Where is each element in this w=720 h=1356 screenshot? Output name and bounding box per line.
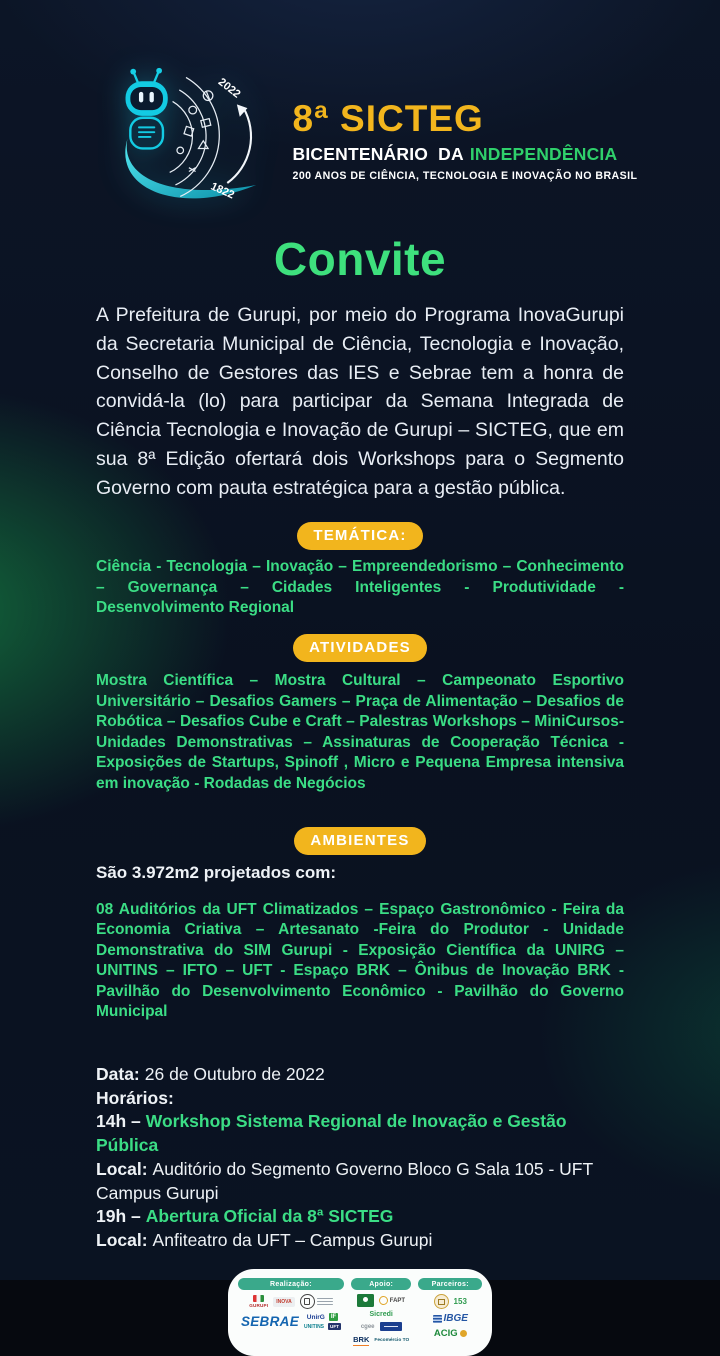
apoio-logos-row2: [351, 1311, 412, 1318]
conselho-ies-logo: [300, 1294, 333, 1309]
subtitle-white: BICENTENÁRIO DA: [292, 144, 464, 164]
gurupi-flag-icon: [253, 1295, 264, 1302]
realizacao-column: [238, 1278, 344, 1346]
unitins-logo: UNITINS: [304, 1323, 325, 1330]
event-title-block: [293, 100, 638, 182]
153-anos-logo: 153: [453, 1297, 467, 1307]
schedule-item2-line: [96, 1205, 624, 1229]
ambientes-list: 08 Auditórios da UFT Climatizados – Espaço Gastronômico - Feira da Economia Criativa – Artesanato -Feira do Produtor - Unidade Demonstrativa do SIM Gurupi - Exposição Científica da UNIRG – UNITINS – IFTO – UFT - Espaço BRK – Ônibus de Inovação BRK - Pavilhão do Desenvolvimento Econômico - Pavilhão do Governo Municipal: [96, 900, 624, 1021]
apoio-logos-row4: [351, 1335, 412, 1346]
event-subtitle: [293, 144, 638, 165]
schedule-hours-label-line: [96, 1087, 624, 1111]
fecomercio-to-logo: Fecomércio TO: [374, 1337, 410, 1343]
item1-local-value: Auditório do Segmento Governo Bloco G Sala 105 - UFT Campus Gurupi: [96, 1158, 593, 1203]
atividades-badge-row: [96, 634, 624, 662]
apoio-logos-row3: [351, 1322, 412, 1331]
brk-logo: BRK: [353, 1335, 370, 1345]
schedule-item2-local-line: [96, 1229, 624, 1253]
fapt-ring-icon: [379, 1296, 388, 1305]
arrow-icon: [227, 104, 251, 183]
governo-tocantins-logo: [357, 1294, 374, 1307]
schedule-date-line: [96, 1063, 624, 1087]
ibge-glyph-icon: [433, 1315, 442, 1323]
conselho-ies-text-lines: [317, 1298, 333, 1306]
apoio-column: [351, 1278, 412, 1346]
atividades-badge: ATIVIDADES: [293, 634, 427, 662]
inova-gurupi-logo: INOVA: [273, 1297, 294, 1307]
science-doodle-arcs: [169, 77, 219, 196]
event-title: 8ª SICTEG: [292, 98, 484, 139]
item2-local-value: Anfiteatro da UFT – Campus Gurupi: [152, 1230, 433, 1251]
schedule-item1-line: [96, 1110, 624, 1158]
item2-local-label: Local:: [96, 1230, 148, 1251]
date-value: 26 de Outubro de 2022: [144, 1063, 325, 1084]
schedule-block: [96, 1063, 624, 1253]
item1-title: Workshop Sistema Regional de Inovação e Gestão Pública: [96, 1111, 567, 1156]
gurupi-logo: GURUPI: [249, 1295, 268, 1308]
parceiros-pill: Parceiros:: [418, 1278, 482, 1290]
conselho-ies-seal-icon: [300, 1294, 315, 1309]
event-tagline: 200 ANOS DE CIÊNCIA, TECNOLOGIA E INOVAÇÃO NO BRASIL: [292, 170, 638, 182]
atividades-list: Mostra Científica – Mostra Cultural – Campeonato Esportivo Universitário – Desafios Gamers – Praça de Alimentação – Desafios de Robótica – Desafios Cube e Craft – Palestras Workshops – MiniCursos- Unidades Demonstrativas – Assinaturas de Cooperação Técnica - Exposições de Startups, Spinoff , Micro e Pequena Empresa intensiva em inovação - Rodadas de Negócios: [96, 672, 624, 792]
robot-mascot-graphic: [83, 64, 289, 208]
apoio-pill: Apoio:: [351, 1278, 412, 1290]
robot-icon: [125, 68, 167, 149]
tematica-badge: TEMÁTICA:: [297, 522, 422, 550]
sebrae-logo: SEBRAE: [240, 1314, 300, 1330]
event-logo-lockup: [0, 0, 720, 208]
sicredi-logo: Sicredi: [369, 1311, 393, 1319]
ambientes-badge-row: [96, 827, 624, 855]
tematica-badge-row: [96, 522, 624, 550]
realizacao-pill: Realização:: [238, 1278, 344, 1290]
subtitle-green: INDEPENDÊNCIA: [469, 144, 618, 164]
page-title: Convite: [273, 233, 447, 285]
realizacao-logos-row1: [238, 1294, 344, 1309]
parceiros-column: [418, 1278, 482, 1346]
item1-time: 14h –: [96, 1111, 141, 1132]
parceiros-logos-row3: [418, 1328, 482, 1339]
realizacao-logos-row2: [238, 1313, 344, 1330]
blue-partner-logo: [380, 1322, 402, 1331]
gold-seal-logo: [434, 1294, 449, 1309]
ambientes-badge: AMBIENTES: [294, 827, 425, 855]
item2-title: Abertura Oficial da 8ª SICTEG: [145, 1206, 394, 1227]
acig-globe-icon: [460, 1330, 467, 1337]
item1-local-label: Local:: [96, 1158, 148, 1179]
tematica-list: Ciência - Tecnologia – Inovação – Empreendedorismo – Conhecimento – Governança – Cidades Inteligentes - Produtividade - Desenvolvimento Regional: [96, 558, 624, 617]
hours-label: Horários:: [96, 1087, 174, 1108]
unirg-logo: UnirG: [306, 1313, 325, 1321]
invitation-paragraph: A Prefeitura de Gurupi, por meio do Programa InovaGurupi da Secretaria Municipal de Ciência, Tecnologia e Inovação, Conselho de Gestores das IES e Sebrae tem a honra de convidá-la (lo) para participar da Semana Integrada de Ciência Tecnologia e Inovação de Gurupi – SICTEG, que em sua 8ª Edição ofertará dois Workshops para o Segmento Governo com pauta estratégica para a gestão pública.: [96, 303, 624, 500]
cgee-logo: cgee: [360, 1323, 375, 1330]
ambientes-intro: São 3.972m2 projetados com:: [96, 862, 336, 882]
acig-logo: ACIG: [434, 1328, 467, 1339]
date-label: Data:: [96, 1063, 140, 1084]
ibge-logo: IBGE: [433, 1313, 468, 1324]
ifto-logo: IF: [330, 1314, 337, 1321]
parceiros-logos-row2: [418, 1313, 482, 1324]
parceiros-logos-row1: [418, 1294, 482, 1309]
schedule-item1-local-line: [96, 1158, 624, 1206]
uft-logo: UFT: [330, 1324, 339, 1330]
year-1822-label: 1822: [208, 180, 236, 202]
item2-time: 19h –: [96, 1206, 141, 1227]
universities-logo-grid: [304, 1313, 341, 1330]
apoio-logos-row1: [351, 1294, 412, 1307]
year-2022-label: 2022: [215, 76, 243, 101]
fapt-logo: FAPT: [379, 1296, 405, 1305]
sponsors-card: [228, 1269, 492, 1356]
